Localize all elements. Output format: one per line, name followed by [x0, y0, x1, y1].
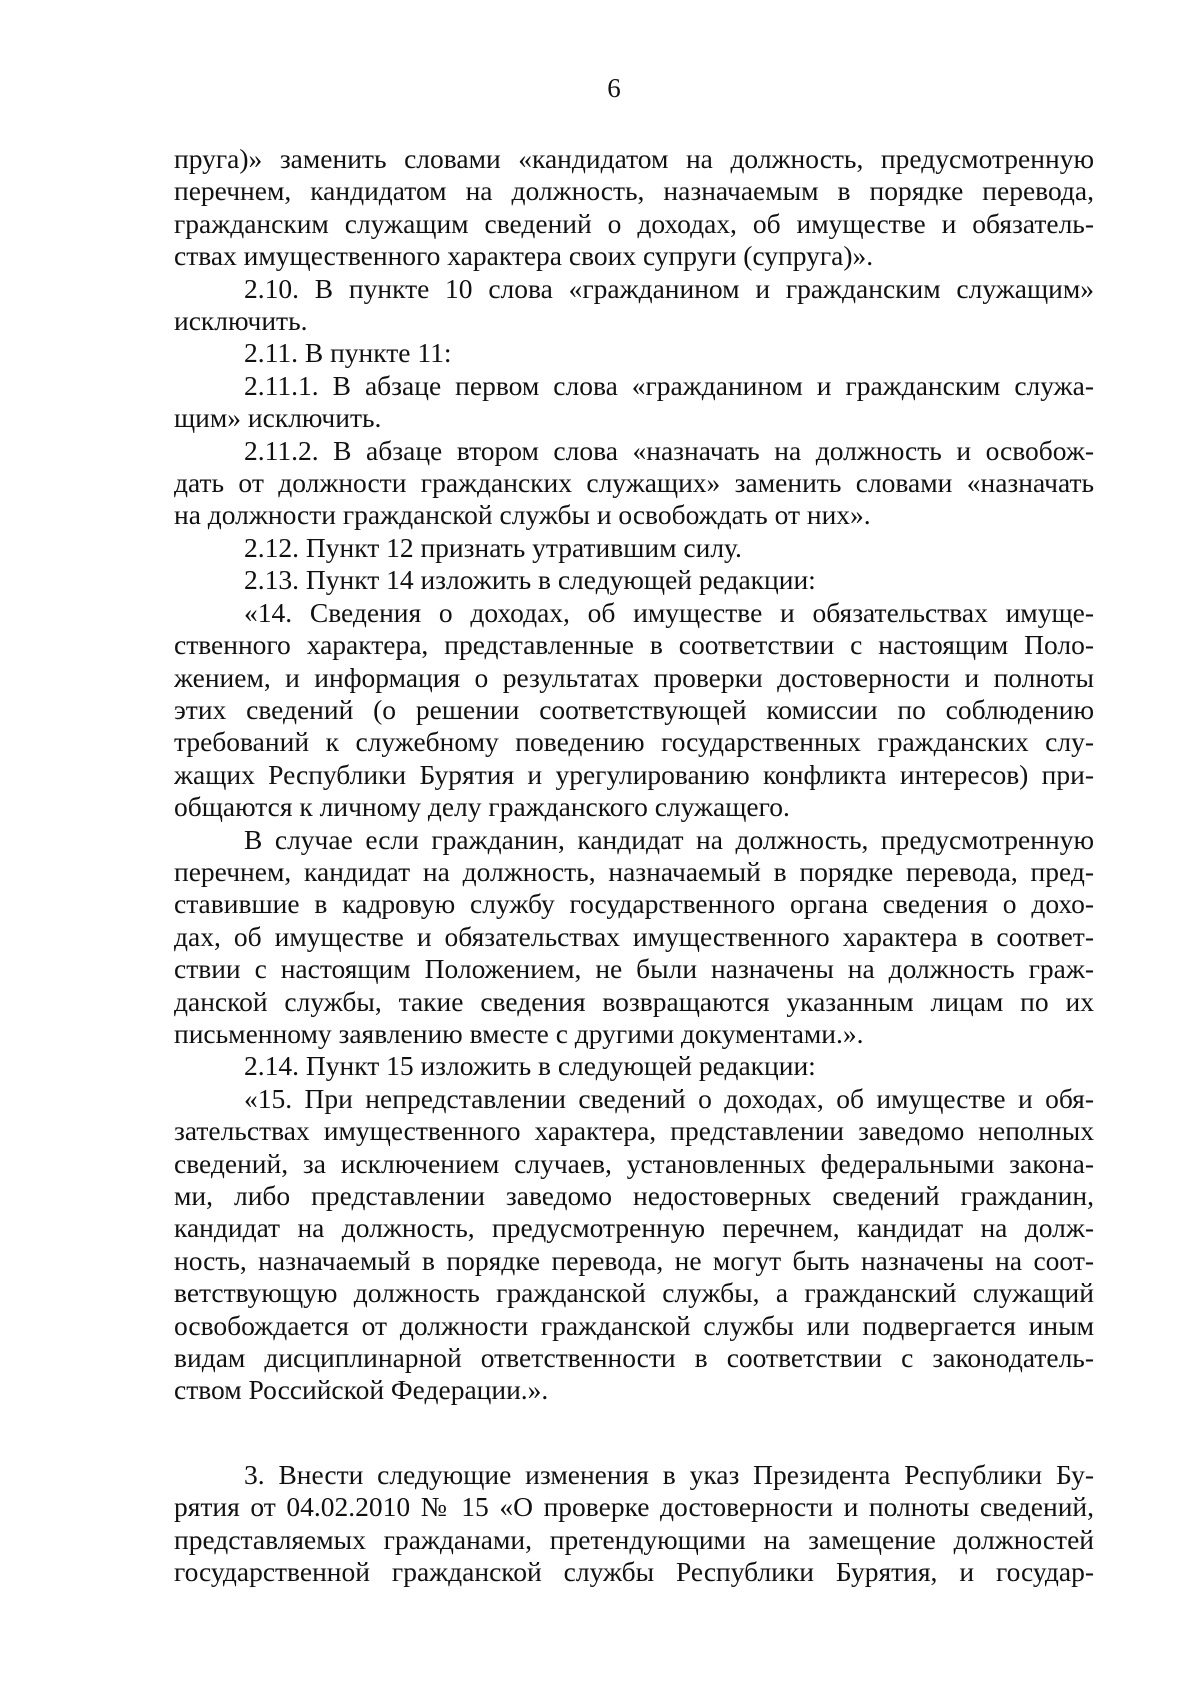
paragraph: [174, 564, 1094, 596]
text-line: 2.11.1. В абзаце первом слова «гражданином и гражданским служа-: [244, 369, 1094, 401]
text-line: рятия от 04.02.2010 № 15 «О проверке достоверности и полноты сведений,: [174, 1491, 1094, 1523]
text-line: перечнем, кандидат на должность, назначаемый в порядке перевода, пред-: [174, 855, 1094, 887]
text-line: дать от должности гражданских служащих» заменить словами «назначать: [174, 467, 1094, 499]
text-line: ветствующую должность гражданской службы, а гражданский служащий: [174, 1277, 1094, 1309]
paragraph: [174, 1083, 1094, 1407]
text-line: ствии с настоящим Положением, не были назначены на должность граж-: [174, 953, 1094, 985]
text-line: «15. При непредставлении сведений о доходах, об имуществе и обя-: [244, 1082, 1094, 1114]
text-line: «14. Сведения о доходах, об имуществе и обязательствах имуще-: [244, 596, 1094, 628]
paragraph: [174, 532, 1094, 564]
text-line: письменному заявлению вместе с другими документами.».: [174, 1017, 864, 1049]
text-line: 2.10. В пункте 10 слова «гражданином и гражданским служащим»: [244, 272, 1094, 304]
text-line: этих сведений (о решении соответствующей комиссии по соблюдению: [174, 693, 1094, 725]
text-line: ность, назначаемый в порядке перевода, не могут быть назначены на соот-: [174, 1244, 1094, 1276]
text-line: исключить.: [174, 305, 308, 337]
page-number: 6: [607, 73, 621, 103]
text-line: требований к служебному поведению государственных гражданских слу-: [174, 726, 1094, 758]
text-line: В случае если гражданин, кандидат на должность, предусмотренную: [244, 823, 1094, 855]
text-line: общаются к личному делу гражданского служащего.: [174, 791, 790, 823]
text-line: 3. Внести следующие изменения в указ Президента Республики Бу-: [244, 1458, 1094, 1490]
paragraph: [174, 824, 1094, 1051]
text-line: щим» исключить.: [174, 402, 382, 434]
text-line: ствах имущественного характера своих супруги (супруга)».: [174, 240, 874, 272]
text-line: представляемых гражданами, претендующими на замещение должностей: [174, 1523, 1094, 1555]
text-line: 2.13. Пункт 14 изложить в следующей редакции:: [244, 564, 816, 596]
text-line: 2.12. Пункт 12 признать утратившим силу.: [244, 531, 742, 563]
text-line: 2.11. В пункте 11:: [244, 337, 452, 369]
paragraph: [174, 435, 1094, 532]
paragraph: [174, 1050, 1094, 1082]
paragraph: [174, 1459, 1094, 1589]
text-line: жением, и информация о результатах проверки достоверности и полноты: [174, 661, 1094, 693]
text-line: 2.14. Пункт 15 изложить в следующей редакции:: [244, 1050, 816, 1082]
text-line: перечнем, кандидатом на должность, назначаемым в порядке перевода,: [174, 175, 1094, 207]
text-line: жащих Республики Бурятия и урегулированию конфликта интересов) при-: [174, 758, 1094, 790]
paragraph: [174, 273, 1094, 338]
paragraph: [174, 143, 1094, 273]
text-line: ми, либо представлении заведомо недостоверных сведений гражданин,: [174, 1180, 1094, 1211]
paragraph: [174, 597, 1094, 824]
text-line: сведений, за исключением случаев, установленных федеральными закона-: [174, 1147, 1094, 1179]
text-line: государственной гражданской службы Республики Бурятия, и государ-: [174, 1556, 1094, 1588]
text-line: ством Российской Федерации.».: [174, 1374, 549, 1406]
paragraph: [174, 337, 1094, 369]
text-line: гражданским служащим сведений о доходах, об имуществе и обязатель-: [174, 207, 1094, 239]
text-line: видам дисциплинарной ответственности в соответствии с законодатель-: [174, 1342, 1094, 1374]
text-line: на должности гражданской службы и освобождать от них».: [174, 499, 871, 531]
text-line: кандидат на должность, предусмотренную перечнем, кандидат на долж-: [174, 1212, 1094, 1244]
text-line: данской службы, такие сведения возвращаются указанным лицам по их: [174, 985, 1094, 1017]
text-line: дах, об имуществе и обязательствах имущественного характера в соответ-: [174, 920, 1094, 952]
text-line: зательствах имущественного характера, представлении заведомо неполных: [174, 1115, 1094, 1147]
text-line: пруга)» заменить словами «кандидатом на должность, предусмотренную: [174, 143, 1094, 174]
text-line: 2.11.2. В абзаце втором слова «назначать на должность и освобож-: [244, 434, 1094, 466]
text-line: ственного характера, представленные в соответствии с настоящим Поло-: [174, 629, 1094, 661]
paragraph: [174, 370, 1094, 435]
paragraph-gap: [174, 1407, 1094, 1459]
text-line: освобождается от должности гражданской службы или подвергается иным: [174, 1309, 1094, 1341]
text-line: ставившие в кадровую службу государственного органа сведения о дохо-: [174, 888, 1094, 920]
document-body: [174, 143, 1094, 1588]
